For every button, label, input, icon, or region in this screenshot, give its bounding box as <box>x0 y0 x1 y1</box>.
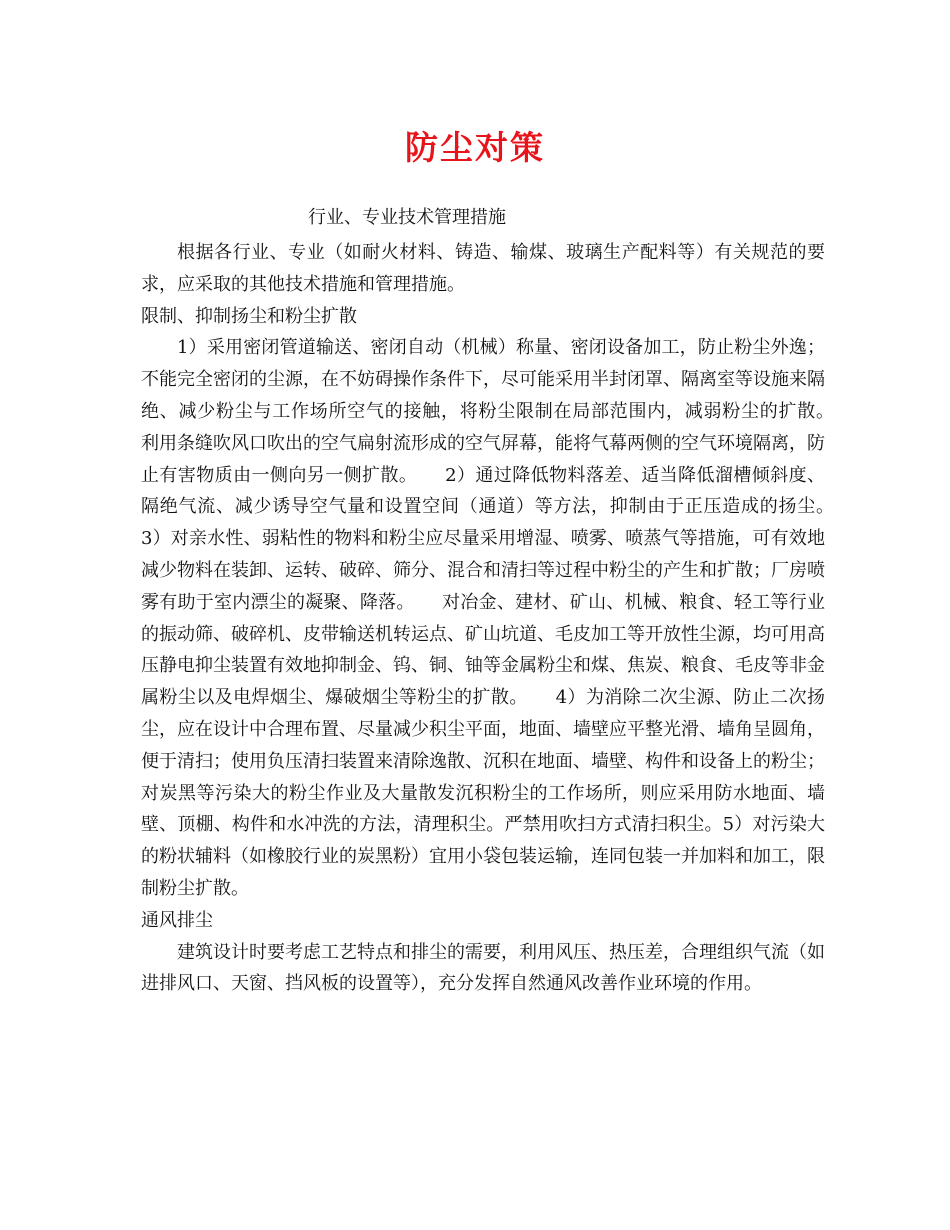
paragraph-ventilation: 建筑设计时要考虑工艺特点和排尘的需要，利用风压、热压差，合理组织气流（如进排风口、天窗、挡风板的设置等），充分发挥自然通风改善作业环境的作用。 <box>141 941 825 995</box>
paragraph-intro: 根据各行业、专业（如耐火材料、铸造、输煤、玻璃生产配料等）有关规范的要求，应采取的其他技术措施和管理措施。 <box>141 242 825 295</box>
section-heading-ventilation: 通风排尘 <box>141 909 213 931</box>
document-body <box>141 237 861 1000</box>
document-title: 防尘对策 <box>405 128 545 167</box>
paragraph-dust-suppression: 1）采用密闭管道输送、密闭自动（机械）称量、密闭设备加工，防止粉尘外逸；不能完全密闭的尘源，在不妨碍操作条件下，尽可能采用半封闭罩、隔离室等设施来隔绝、减少粉尘与工作场所空气的接触，将粉尘限制在局部范围内，减弱粉尘的扩散。 利用条缝吹风口吹出的空气扁射流形成的空气屏幕，能将气幕两侧的空气环境隔离，防止有害物质由一侧向另一侧扩散。 2）通过降低物料落差、适当降低溜槽倾斜度、隔绝气流、减少诱导空气量和设置空间（通道）等方法，抑制由于正压造成的扬尘。 3）对亲水性、弱粘性的物料和粉尘应尽量采用增湿、喷雾、喷蒸气等措施，可有效地减少物料在装卸、运转、破碎、筛分、混合和清扫等过程中粉尘的产生和扩散；厂房喷雾有助于室内漂尘的凝聚、降落。 对冶金、建材、矿山、机械、粮食、轻工等行业的振动筛、破碎机、皮带输送机转运点、矿山坑道、毛皮加工等开放性尘源，均可用高压静电抑尘装置有效地抑制金、钨、铜、铀等金属粉尘和煤、焦炭、粮食、毛皮等非金属粉尘以及电焊烟尘、爆破烟尘等粉尘的扩散。 4）为消除二次尘源、防止二次扬尘，应在设计中合理布置、尽量减少积尘平面，地面、墙壁应平整光滑、墙角呈圆角，便于清扫；使用负压清扫装置来清除逸散、沉积在地面、墙壁、构件和设备上的粉尘；对炭黑等污染大的粉尘作业及大量散发沉积粉尘的工作场所，则应采用防水地面、墙壁、顶棚、构件和水冲洗的方法，清理积尘。严禁用吹扫方式清扫积尘。5）对污染大的粉状辅料（如橡胶行业的炭黑粉）宜用小袋包装运输，连同包装一并加料和加工，限制粉尘扩散。 <box>141 337 861 899</box>
document-subtitle: 行业、专业技术管理措施 <box>308 207 506 228</box>
section-heading-dust-suppression: 限制、抑制扬尘和粉尘扩散 <box>141 305 357 327</box>
